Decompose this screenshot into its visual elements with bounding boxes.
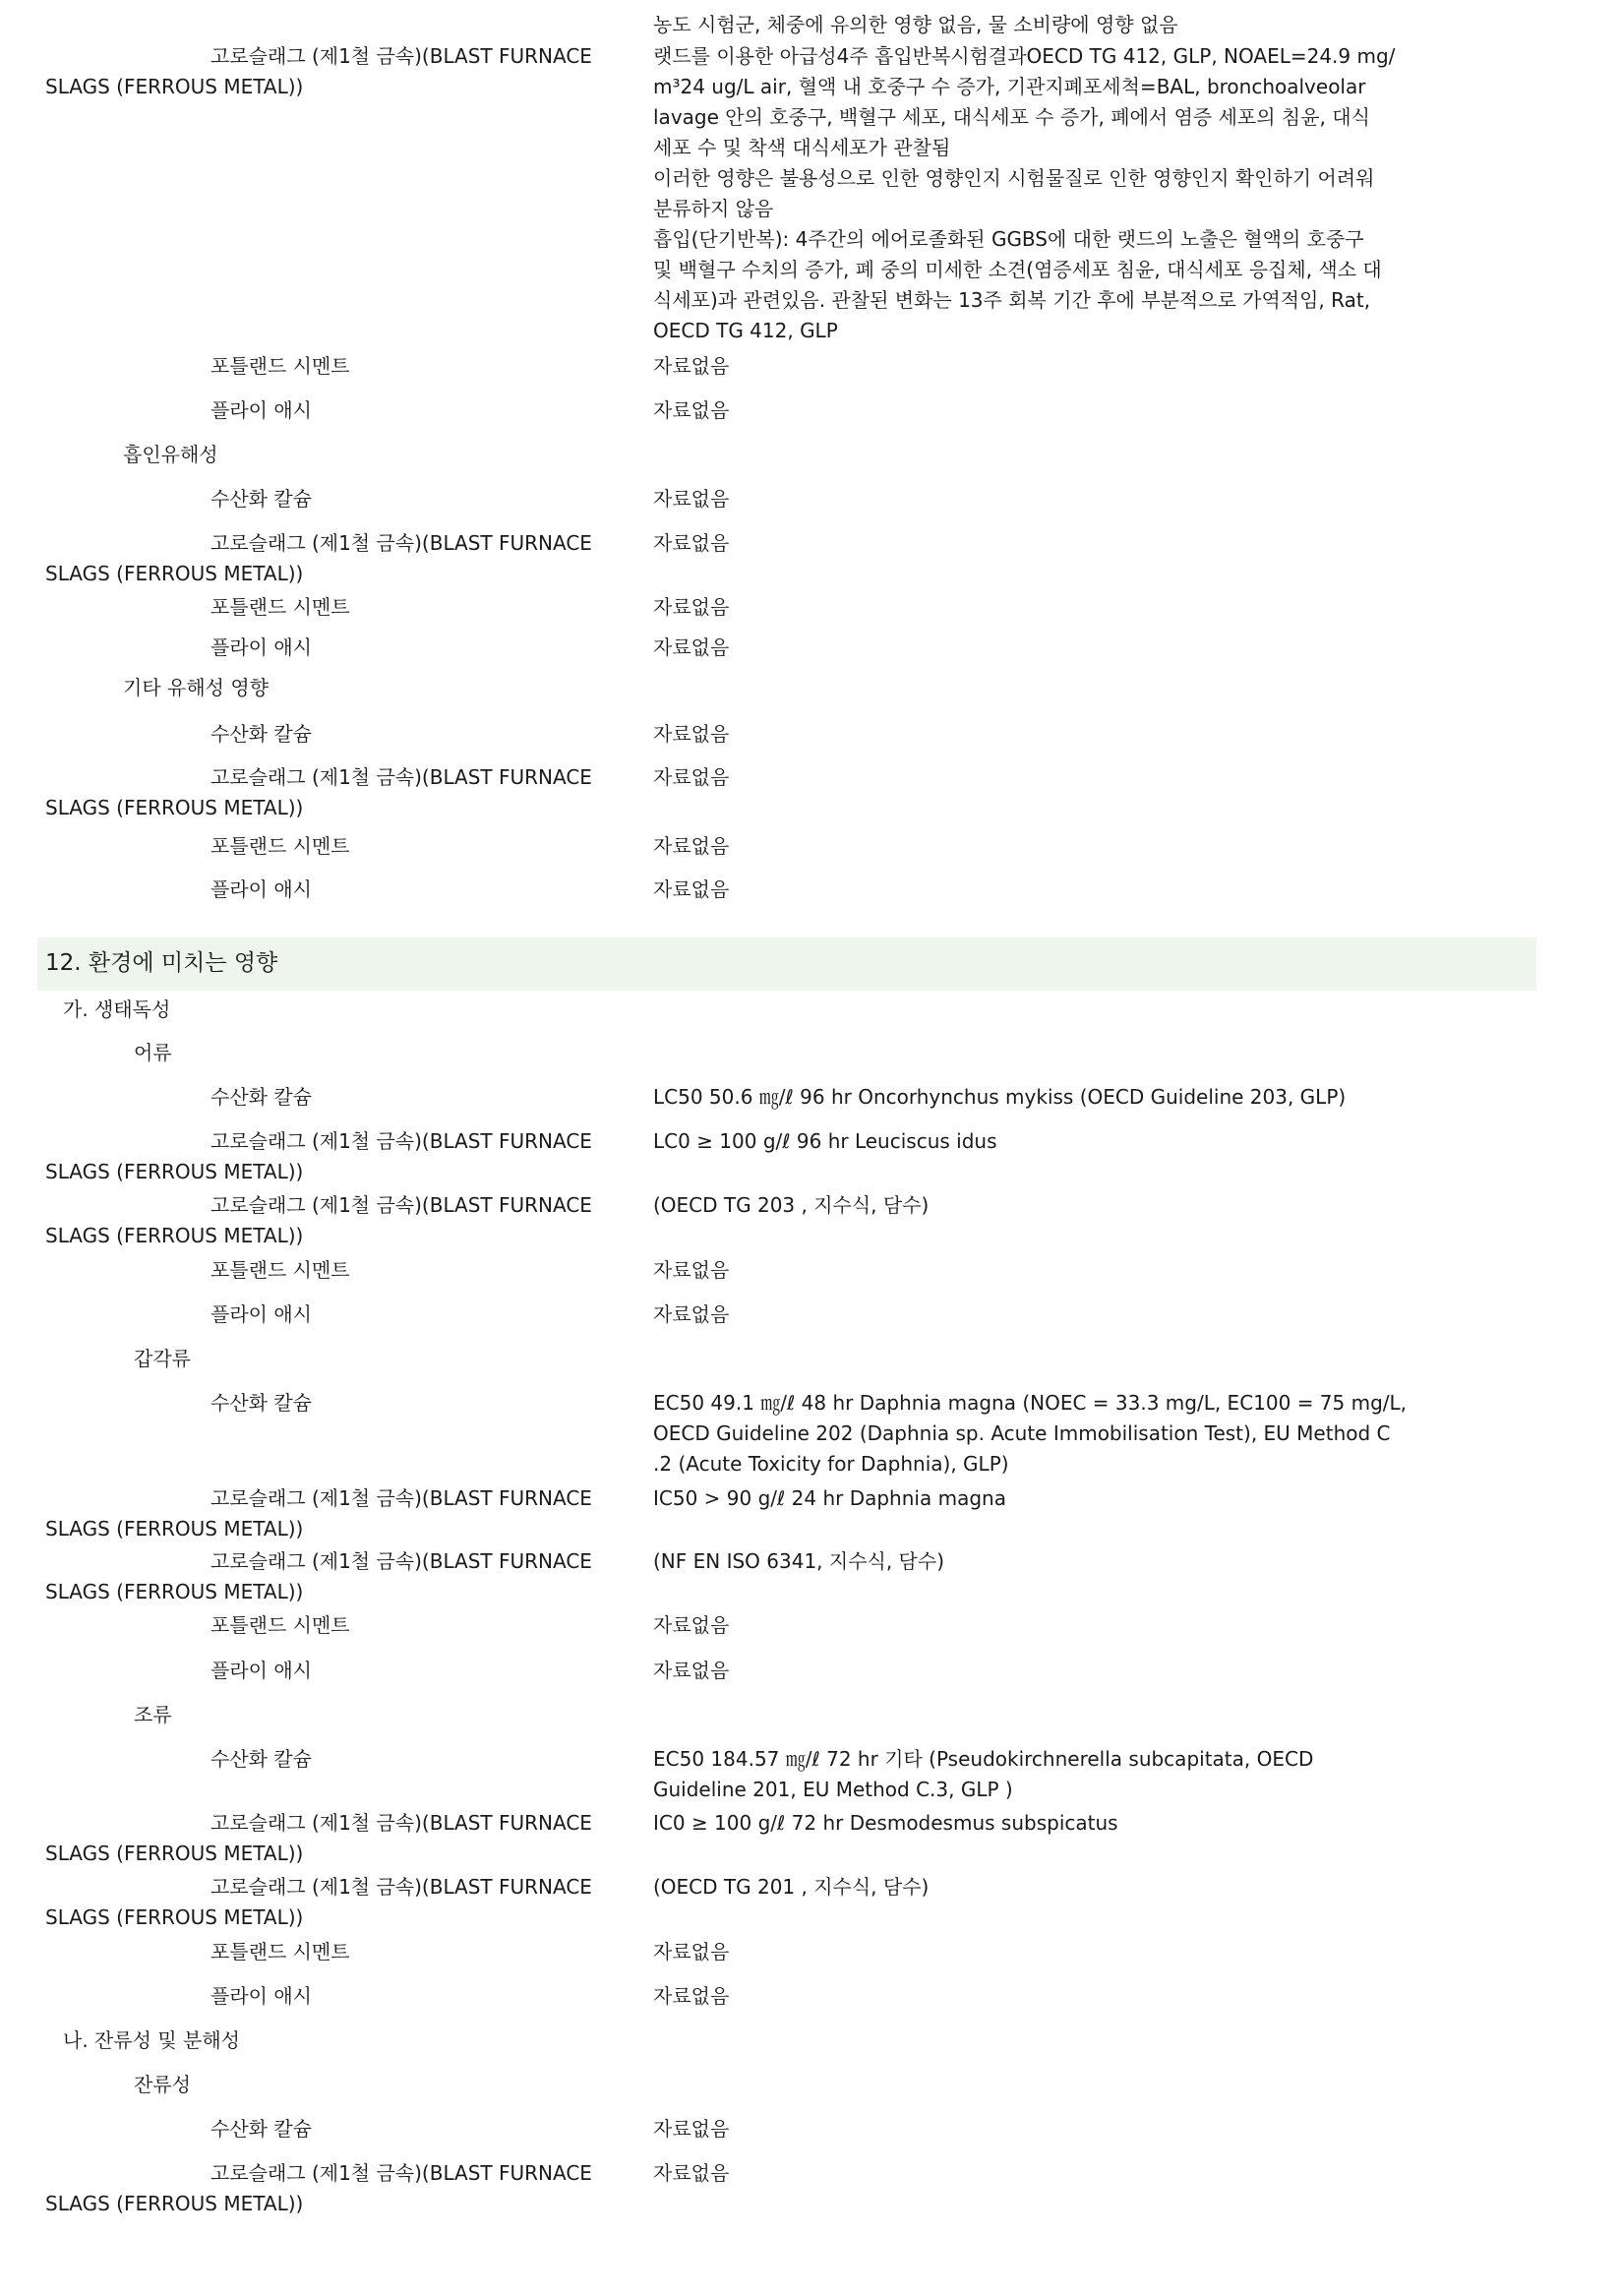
text-line: LC50 50.6 ㎎/ℓ 96 hr Oncorhynchus mykiss (OECD Guideline 203, GLP) <box>653 1085 1347 1109</box>
text-line: 고로슬래그 (제1철 금속)(BLAST FURNACE <box>210 1549 592 1573</box>
text-line: SLAGS (FERROUS METAL)) <box>45 562 304 585</box>
text-line: 자료없음 <box>653 834 730 858</box>
text-line: 플라이 애시 <box>210 877 312 901</box>
text-line: 자료없음 <box>653 2117 730 2141</box>
text-line: SLAGS (FERROUS METAL)) <box>45 1842 304 1865</box>
text-line: 갑각류 <box>134 1347 191 1370</box>
text-line: 농도 시험군, 체중에 유의한 영향 없음, 물 소비량에 영향 없음 <box>653 13 1178 36</box>
text-line: 자료없음 <box>653 722 730 746</box>
section-12-title: 12. 환경에 미치는 영향 <box>45 950 278 976</box>
text-line: 포틀랜드 시멘트 <box>210 1258 350 1282</box>
text-line: SLAGS (FERROUS METAL)) <box>45 1517 304 1541</box>
text-line: 포틀랜드 시멘트 <box>210 354 350 378</box>
text-line: OECD Guideline 202 (Daphnia sp. Acute Immobilisation Test), EU Method C <box>653 1421 1391 1445</box>
text-line: 식세포)과 관련있음. 관찰된 변화는 13주 회복 기간 후에 부분적으로 가역적임, Rat, <box>653 288 1371 312</box>
text-line: 고로슬래그 (제1철 금속)(BLAST FURNACE <box>210 44 592 68</box>
text-line: 포틀랜드 시멘트 <box>210 595 350 619</box>
text-line: 잔류성 <box>134 2073 191 2096</box>
text-line: 자료없음 <box>653 1302 730 1326</box>
text-line: 수산화 칼슘 <box>210 1391 312 1415</box>
text-line: 수산화 칼슘 <box>210 1747 312 1771</box>
text-line: (NF EN ISO 6341, 지수식, 담수) <box>653 1549 945 1573</box>
text-line: EC50 184.57 ㎎/ℓ 72 hr 기타 (Pseudokirchnerella subcapitata, OECD <box>653 1747 1314 1771</box>
text-line: OECD TG 412, GLP <box>653 319 838 342</box>
text-line: SLAGS (FERROUS METAL)) <box>45 1160 304 1183</box>
text-line: 나. 잔류성 및 분해성 <box>63 2028 240 2052</box>
text-line: 조류 <box>134 1703 172 1726</box>
text-line: 자료없음 <box>653 877 730 901</box>
text-line: 자료없음 <box>653 635 730 659</box>
text-line: 수산화 칼슘 <box>210 1085 312 1109</box>
text-line: 흡입(단기반복): 4주간의 에어로졸화된 GGBS에 대한 랫드의 노출은 혈액의 호중구 <box>653 227 1364 251</box>
text-line: 고로슬래그 (제1철 금속)(BLAST FURNACE <box>210 765 592 789</box>
text-line: 분류하지 않음 <box>653 197 774 220</box>
text-line: 자료없음 <box>653 354 730 378</box>
text-line: (OECD TG 203 , 지수식, 담수) <box>653 1193 930 1217</box>
text-line: 플라이 애시 <box>210 1984 312 2008</box>
text-line: 플라이 애시 <box>210 635 312 659</box>
text-line: 자료없음 <box>653 398 730 422</box>
text-line: 및 백혈구 수치의 증가, 폐 중의 미세한 소견(염증세포 침윤, 대식세포 응집체, 색소 대 <box>653 258 1382 281</box>
text-line: IC0 ≥ 100 g/ℓ 72 hr Desmodesmus subspicatus <box>653 1811 1118 1835</box>
text-line: 고로슬래그 (제1철 금속)(BLAST FURNACE <box>210 2161 592 2185</box>
text-line: 자료없음 <box>653 1659 730 1682</box>
text-line: SLAGS (FERROUS METAL)) <box>45 1224 304 1247</box>
text-line: 자료없음 <box>653 765 730 789</box>
text-line: lavage 안의 호중구, 백혈구 세포, 대식세포 수 증가, 폐에서 염증 세포의 침윤, 대식 <box>653 105 1370 129</box>
text-line: SLAGS (FERROUS METAL)) <box>45 75 304 98</box>
text-line: 고로슬래그 (제1철 금속)(BLAST FURNACE <box>210 1875 592 1899</box>
text-line: 가. 생태독성 <box>63 997 171 1021</box>
text-line: 자료없음 <box>653 531 730 555</box>
text-line: 고로슬래그 (제1철 금속)(BLAST FURNACE <box>210 531 592 555</box>
text-line: 수산화 칼슘 <box>210 487 312 511</box>
text-line: 자료없음 <box>653 1984 730 2008</box>
text-line: IC50 > 90 g/ℓ 24 hr Daphnia magna <box>653 1486 1006 1510</box>
text-line: 수산화 칼슘 <box>210 2117 312 2141</box>
text-line: 고로슬래그 (제1철 금속)(BLAST FURNACE <box>210 1486 592 1510</box>
text-line: 랫드를 이용한 아급성4주 흡입반복시험결과OECD TG 412, GLP, NOAEL=24.9 mg/ <box>653 44 1396 68</box>
text-line: 자료없음 <box>653 1613 730 1637</box>
text-line: 자료없음 <box>653 595 730 619</box>
text-line: 플라이 애시 <box>210 398 312 422</box>
text-line: .2 (Acute Toxicity for Daphnia), GLP) <box>653 1452 1009 1476</box>
text-line: 세포 수 및 착색 대식세포가 관찰됨 <box>653 136 951 159</box>
text-line: 수산화 칼슘 <box>210 722 312 746</box>
text-line: 고로슬래그 (제1철 금속)(BLAST FURNACE <box>210 1811 592 1835</box>
text-line: 플라이 애시 <box>210 1659 312 1682</box>
text-line: 자료없음 <box>653 1258 730 1282</box>
text-line: 플라이 애시 <box>210 1302 312 1326</box>
text-line: m³24 ug/L air, 혈액 내 호중구 수 증가, 기관지폐포세척=BAL, bronchoalveolar <box>653 75 1366 98</box>
text-line: EC50 49.1 ㎎/ℓ 48 hr Daphnia magna (NOEC = 33.3 mg/L, EC100 = 75 mg/L, <box>653 1391 1408 1415</box>
text-line: Guideline 201, EU Method C.3, GLP ) <box>653 1778 1013 1801</box>
text-line: LC0 ≥ 100 g/ℓ 96 hr Leuciscus idus <box>653 1129 997 1153</box>
text-line: 기타 유해성 영향 <box>123 676 269 699</box>
text-line: 포틀랜드 시멘트 <box>210 1613 350 1637</box>
text-line: 자료없음 <box>653 487 730 511</box>
text-line: 자료없음 <box>653 1940 730 1964</box>
text-line: (OECD TG 201 , 지수식, 담수) <box>653 1875 930 1899</box>
text-line: SLAGS (FERROUS METAL)) <box>45 1580 304 1603</box>
text-line: 포틀랜드 시멘트 <box>210 834 350 858</box>
text-line: 어류 <box>134 1041 172 1064</box>
text-line: 고로슬래그 (제1철 금속)(BLAST FURNACE <box>210 1129 592 1153</box>
text-line: 흡인유해성 <box>123 443 218 466</box>
text-line: 이러한 영향은 불용성으로 인한 영향인지 시험물질로 인한 영향인지 확인하기 어려워 <box>653 166 1375 190</box>
text-line: SLAGS (FERROUS METAL)) <box>45 796 304 819</box>
text-line: 자료없음 <box>653 2161 730 2185</box>
text-line: SLAGS (FERROUS METAL)) <box>45 2192 304 2215</box>
text-line: 포틀랜드 시멘트 <box>210 1940 350 1964</box>
text-line: 고로슬래그 (제1철 금속)(BLAST FURNACE <box>210 1193 592 1217</box>
text-line: SLAGS (FERROUS METAL)) <box>45 1905 304 1929</box>
